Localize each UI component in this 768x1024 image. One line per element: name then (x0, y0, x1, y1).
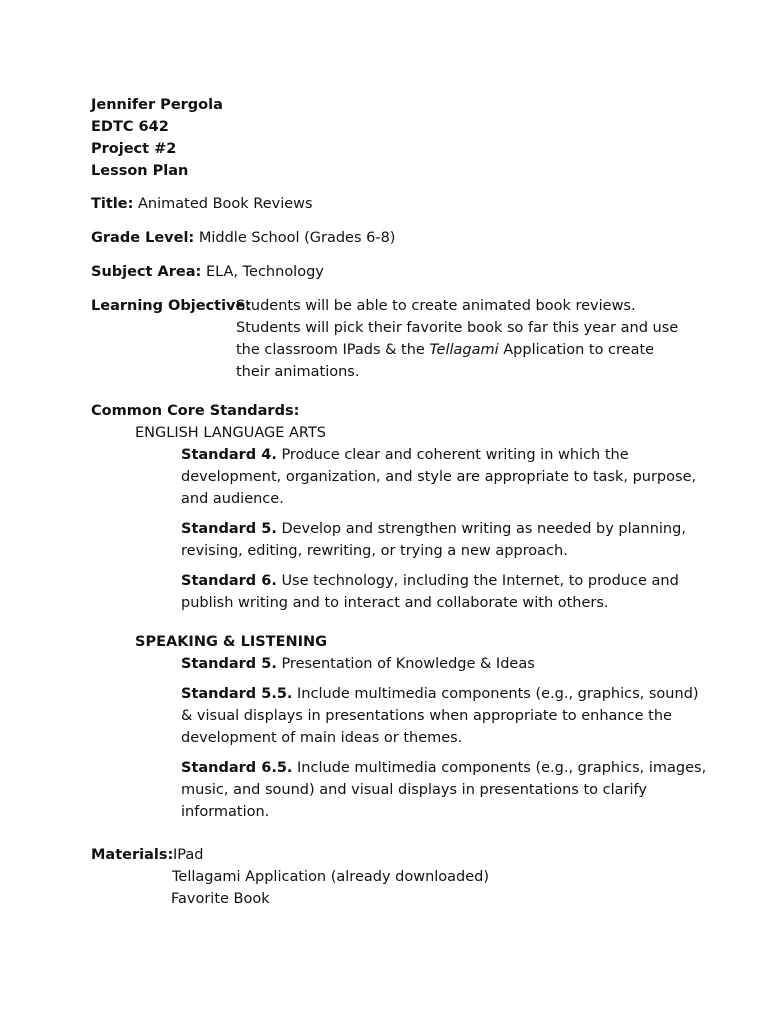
standard-label: Standard 6.5. (181, 760, 293, 776)
author-name: Jennifer Pergola (91, 97, 223, 113)
standard-text: Include multimedia components (e.g., graphics, images, (297, 760, 707, 776)
grade-level-row (91, 227, 395, 249)
materials-item: Favorite Book (171, 891, 270, 907)
app-name: Tellagami (429, 342, 499, 358)
ela-heading: ENGLISH LANGUAGE ARTS (135, 425, 327, 441)
title-value: Animated Book Reviews (138, 196, 313, 212)
sl-standard-6-5-line (181, 757, 706, 779)
standard-4-line: development, organization, and style are appropriate to task, purpose, (181, 469, 697, 485)
sl-standard-5-5-line: & visual displays in presentations when appropriate to enhance the (181, 708, 672, 724)
standard-6-line (181, 570, 679, 592)
standard-text: Produce clear and coherent writing in which the (281, 447, 629, 463)
standard-label: Standard 5. (181, 656, 277, 672)
learning-objective-line: Students will pick their favorite book so far this year and use (236, 320, 679, 336)
learning-objective-line: Students will be able to create animated book reviews. (236, 298, 636, 314)
grade-level-label: Grade Level: (91, 230, 195, 246)
grade-level-value: Middle School (Grades 6-8) (198, 230, 396, 246)
sl-standard-6-5-line: music, and sound) and visual displays in presentations to clarify (181, 782, 647, 798)
subject-area-row (91, 261, 324, 283)
subject-area-label: Subject Area: (91, 264, 202, 280)
materials-label: Materials: (91, 847, 174, 863)
standard-6-line: publish writing and to interact and collaborate with others. (181, 595, 609, 611)
standard-5-line: revising, editing, rewriting, or trying a new approach. (181, 543, 568, 559)
standard-text: Presentation of Knowledge & Ideas (281, 656, 535, 672)
learning-objective-label: Learning Objective: (91, 298, 252, 314)
standard-label: Standard 5.5. (181, 686, 293, 702)
standard-4-line: and audience. (181, 491, 284, 507)
standard-label: Standard 5. (181, 521, 277, 537)
speaking-listening-heading: SPEAKING & LISTENING (135, 634, 328, 650)
standards-heading: Common Core Standards: (91, 403, 300, 419)
subject-area-value: ELA, Technology (205, 264, 324, 280)
document-type: Lesson Plan (91, 163, 189, 179)
sl-standard-5-5-line: development of main ideas or themes. (181, 730, 463, 746)
sl-standard-5-5-line (181, 683, 699, 705)
sl-standard-6-5-line: information. (181, 804, 270, 820)
standard-text: Develop and strengthen writing as needed by planning, (281, 521, 686, 537)
learning-objective-line (236, 339, 654, 361)
standard-text: Include multimedia components (e.g., graphics, sound) (297, 686, 699, 702)
title-row (91, 193, 313, 215)
standard-label: Standard 6. (181, 573, 277, 589)
materials-item: Tellagami Application (already downloaded) (172, 869, 490, 885)
standard-5-line (181, 518, 686, 540)
title-label: Title: (91, 196, 134, 212)
learning-objective-text: the classroom IPads & the (236, 342, 430, 358)
sl-standard-5-line (181, 653, 535, 675)
course-code: EDTC 642 (91, 119, 169, 135)
learning-objective-line: their animations. (236, 364, 360, 380)
project-number: Project #2 (91, 141, 177, 157)
standard-label: Standard 4. (181, 447, 277, 463)
learning-objective-text: Application to create (498, 342, 655, 358)
materials-item: IPad (173, 847, 204, 863)
standard-text: Use technology, including the Internet, to produce and (281, 573, 679, 589)
standard-4-line (181, 444, 629, 466)
